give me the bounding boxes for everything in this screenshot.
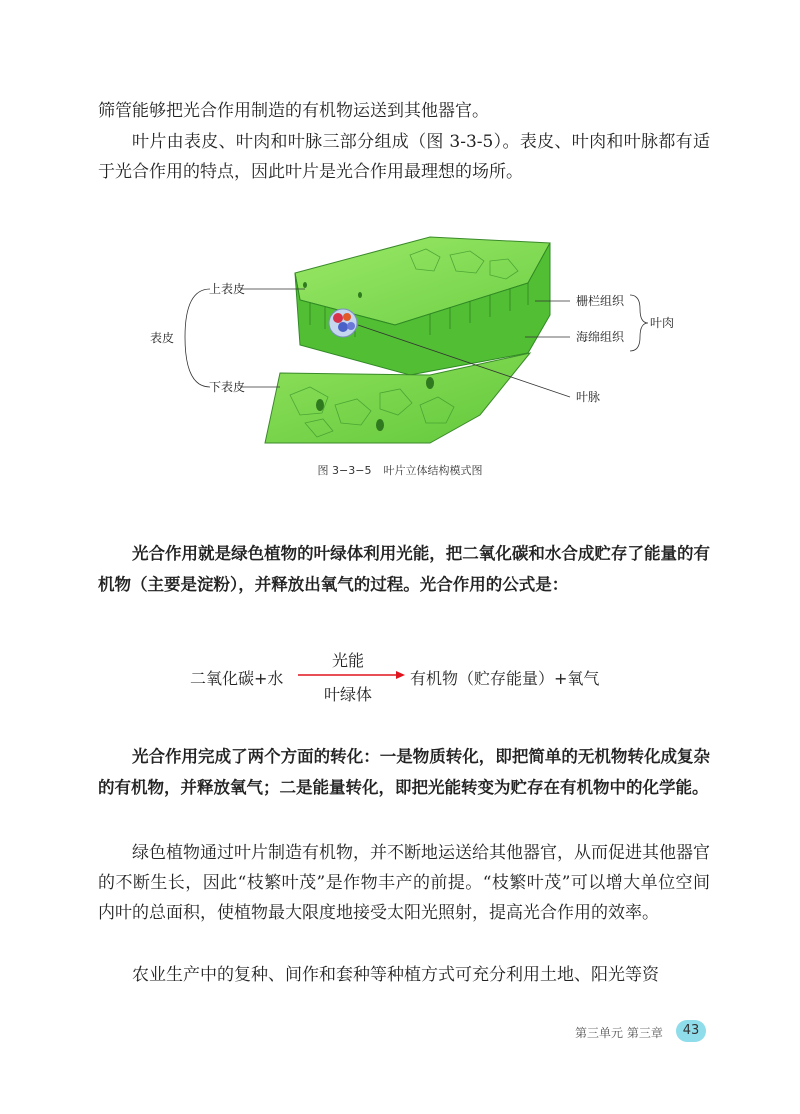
- page-number-badge: 43: [676, 1020, 706, 1042]
- paragraph-leaf-structure: 叶片由表皮、叶肉和叶脉三部分组成（图 3-3-5）。表皮、叶肉和叶脉都有适于光合作用的特点，因此叶片是光合作用最理想的场所。: [98, 132, 710, 182]
- paragraph-two-conversions: 光合作用完成了两个方面的转化：一是物质转化，即把简单的无机物转化成复杂的有机物，并释放氧气；二是能量转化，即把光能转变为贮存在有机物中的化学能。: [98, 747, 710, 797]
- label-vein: 叶脉: [576, 390, 601, 404]
- reaction-arrow-icon: [298, 670, 406, 680]
- equation-condition-light: 光能: [332, 651, 365, 670]
- paragraph-lush-leaves: 绿色植物通过叶片制造有机物，并不断地运送给其他器官，从而促进其他器官的不断生长，因此“枝繁叶茂”是作物丰产的前提。“枝繁叶茂”可以增大单位空间内叶的总面积，使植物最大限度地接受太阳光照射，提高光合作用的效率。: [98, 843, 710, 923]
- label-mesophyll: 叶肉: [650, 316, 675, 330]
- equation-condition-chloroplast: 叶绿体: [324, 685, 373, 704]
- leaf-structure-diagram: [130, 225, 690, 455]
- label-lower-epidermis: 下表皮: [209, 380, 246, 394]
- caption-title: 叶片立体结构模式图: [383, 464, 483, 477]
- paragraph-sieve-tube: 筛管能够把光合作用制造的有机物运送到其他器官。: [98, 101, 489, 121]
- label-palisade: 栅栏组织: [576, 294, 625, 308]
- label-spongy: 海绵组织: [576, 330, 625, 344]
- caption-number: 图 3−3−5: [317, 464, 372, 477]
- equation-reactants: 二氧化碳+水: [190, 669, 284, 688]
- label-epidermis: 表皮: [150, 331, 175, 345]
- footer-chapter: 第三单元 第三章: [575, 1026, 663, 1040]
- photosynthesis-equation: [180, 648, 640, 704]
- equation-products: 有机物（贮存能量）+氧气: [410, 669, 600, 688]
- figure-caption: [0, 462, 800, 478]
- paragraph-photosynthesis-definition: 光合作用就是绿色植物的叶绿体利用光能，把二氧化碳和水合成贮存了能量的有机物（主要是淀粉），并释放出氧气的过程。光合作用的公式是：: [98, 544, 710, 594]
- label-upper-epidermis: 上表皮: [209, 282, 246, 296]
- paragraph-agriculture: 农业生产中的复种、间作和套种等种植方式可充分利用土地、阳光等资: [132, 965, 659, 985]
